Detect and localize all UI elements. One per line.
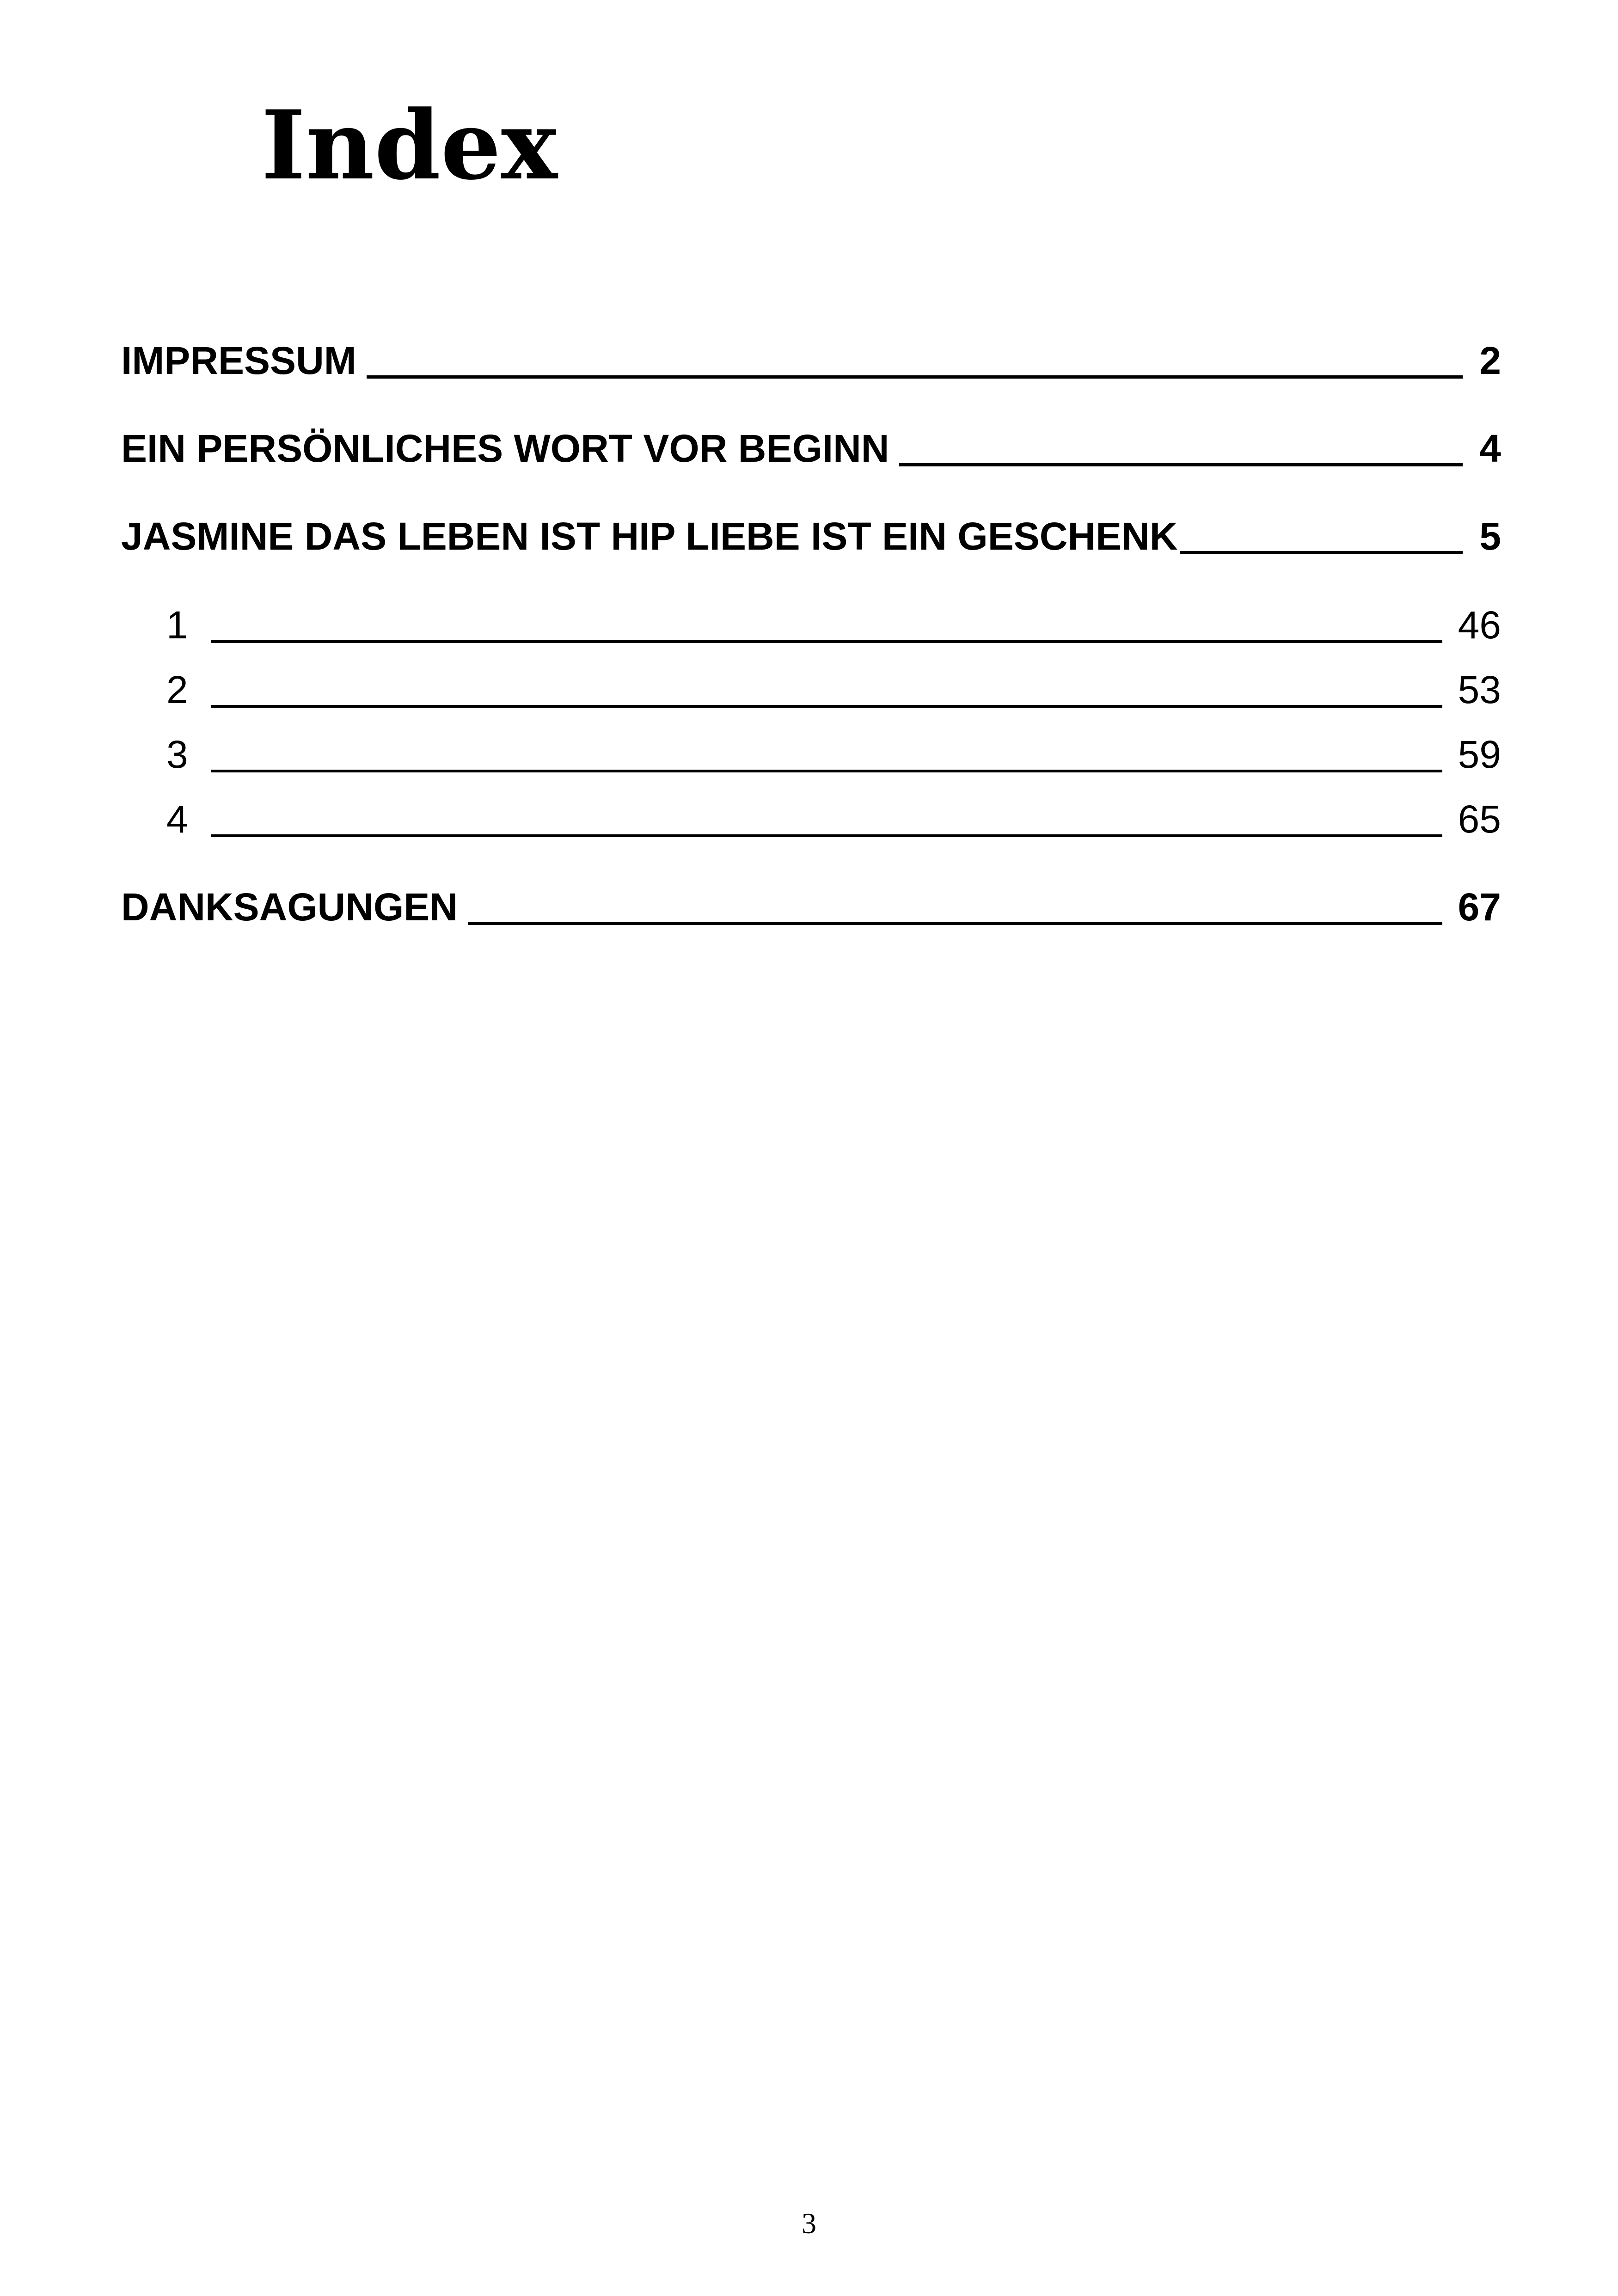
toc-entry-page: 53 bbox=[1458, 668, 1501, 711]
toc-entry-label: 4 bbox=[166, 797, 188, 841]
toc-entry-persoenliches-wort[interactable] bbox=[121, 421, 1501, 476]
toc-entry-label: DANKSAGUNGEN bbox=[121, 885, 458, 929]
toc-entry-label: JASMINE DAS LEBEN IST HIP LIEBE IST EIN GESCHENK bbox=[121, 514, 1178, 558]
toc-leader-line bbox=[211, 834, 1442, 837]
toc-entry-label: EIN PERSÖNLICHES WORT VOR BEGINN bbox=[121, 427, 889, 470]
toc-entry-label: 1 bbox=[166, 603, 188, 647]
page-number: 3 bbox=[802, 2207, 816, 2240]
toc-entry-chapter-4[interactable] bbox=[121, 791, 1501, 847]
toc-leader-line bbox=[367, 375, 1463, 379]
toc-leader-line bbox=[211, 640, 1442, 643]
toc-entry-label: 3 bbox=[166, 733, 188, 776]
toc-entry-jasmine[interactable] bbox=[121, 508, 1501, 564]
toc-entry-page: 67 bbox=[1458, 885, 1501, 929]
toc-leader-line bbox=[899, 463, 1463, 466]
page-title: Index bbox=[261, 90, 558, 201]
toc-leader-line bbox=[211, 770, 1442, 772]
toc-leader-line bbox=[1180, 551, 1463, 554]
toc-leader-line bbox=[468, 922, 1442, 925]
toc-entry-impressum[interactable] bbox=[121, 333, 1501, 388]
toc-entry-chapter-2[interactable] bbox=[121, 662, 1501, 717]
toc-entry-label: IMPRESSUM bbox=[121, 339, 356, 382]
toc-entry-page: 4 bbox=[1479, 427, 1501, 470]
toc-entry-chapter-3[interactable] bbox=[121, 727, 1501, 782]
toc-entry-chapter-1[interactable] bbox=[121, 597, 1501, 653]
toc-entry-danksagungen[interactable] bbox=[121, 879, 1501, 935]
toc-entry-page: 2 bbox=[1479, 339, 1501, 382]
toc-entry-page: 5 bbox=[1479, 514, 1501, 558]
toc-entry-page: 46 bbox=[1458, 603, 1501, 647]
toc-entry-label: 2 bbox=[166, 668, 188, 711]
toc-entry-page: 59 bbox=[1458, 733, 1501, 776]
toc-entry-page: 65 bbox=[1458, 797, 1501, 841]
toc-leader-line bbox=[211, 705, 1442, 708]
